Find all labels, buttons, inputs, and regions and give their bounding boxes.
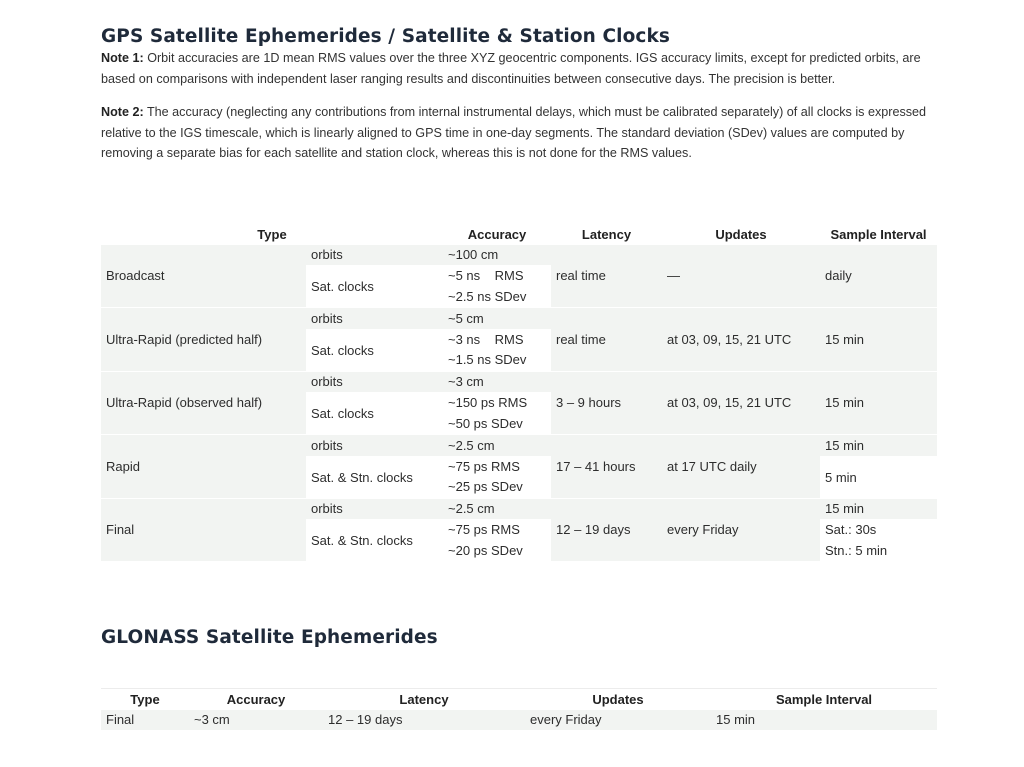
gps-products-table [101, 224, 937, 562]
table-row [101, 498, 937, 520]
header-latency: Latency [323, 689, 525, 710]
glonass-title: GLONASS Satellite Ephemerides [101, 627, 438, 648]
accuracy-line: ~25 ps SDev [448, 479, 523, 494]
accuracy-line: ~2.5 ns SDev [448, 288, 527, 304]
accuracy-line: ~75 ps RMS [448, 522, 520, 537]
accuracy-cell: ~3 cm [189, 710, 323, 731]
accuracy-cell: ~5 cm [443, 308, 551, 330]
latency-cell: 3 – 9 hours [551, 371, 662, 435]
accuracy-line: ~1.5 ns SDev [448, 352, 527, 367]
header-accuracy: Accuracy [443, 224, 551, 245]
note-2-label: Note 2: [101, 105, 144, 119]
updates-cell: — [662, 245, 820, 308]
product-cell: Sat. & Stn. clocks [306, 456, 443, 498]
note-1-label: Note 1: [101, 51, 144, 65]
accuracy-line: ~3 ns RMS [448, 331, 524, 347]
updates-cell: at 03, 09, 15, 21 UTC [662, 308, 820, 372]
table-header-row [101, 224, 937, 245]
interval-cell [820, 520, 937, 562]
accuracy-cell [443, 456, 551, 498]
accuracy-cell: ~3 cm [443, 371, 551, 393]
interval-cell: 15 min [820, 371, 937, 435]
updates-cell: at 17 UTC daily [662, 435, 820, 499]
accuracy-line: ~150 ps RMS [448, 395, 528, 410]
table-row [101, 308, 937, 330]
type-cell: Ultra-Rapid (predicted half) [101, 308, 306, 372]
header-updates: Updates [662, 224, 820, 245]
table-header-row [101, 689, 937, 710]
interval-cell: 15 min [820, 308, 937, 372]
interval-cell: 15 min [820, 435, 937, 457]
note-2-text: The accuracy (neglecting any contributions from internal instrumental delays, which must be calibrated separately) of all clocks is expressed relative to the IGS timescale, which is linearly aligned to GPS time in one-day segments. The standard deviation (SDev) values are computed by removing a separate bias for each satellite and station clock, whereas this is not done for the RMS values. [101, 105, 927, 160]
note-2 [101, 102, 937, 164]
accuracy-cell: ~100 cm [443, 245, 551, 266]
accuracy-cell: ~2.5 cm [443, 435, 551, 457]
accuracy-line: ~20 ps SDev [448, 542, 523, 558]
header-updates: Updates [525, 689, 711, 710]
updates-cell: every Friday [662, 498, 820, 562]
header-sample-interval: Sample Interval [711, 689, 937, 710]
product-cell: orbits [306, 435, 443, 457]
interval-cell: 15 min [820, 498, 937, 520]
updates-cell: at 03, 09, 15, 21 UTC [662, 371, 820, 435]
product-cell: Sat. clocks [306, 329, 443, 371]
latency-cell: 12 – 19 days [551, 498, 662, 562]
updates-cell: every Friday [525, 710, 711, 731]
accuracy-cell [443, 393, 551, 435]
interval-line: Sat.: 30s [825, 522, 877, 537]
product-cell: Sat. & Stn. clocks [306, 520, 443, 562]
accuracy-line: ~50 ps SDev [448, 415, 523, 431]
gps-title: GPS Satellite Ephemerides / Satellite & Station Clocks [101, 26, 670, 47]
header-accuracy: Accuracy [189, 689, 323, 710]
table-row [101, 435, 937, 457]
interval-cell: daily [820, 245, 937, 308]
latency-cell: 17 – 41 hours [551, 435, 662, 499]
note-1-text: Orbit accuracies are 1D mean RMS values over the three XYZ geocentric components. IGS accuracy limits, except for predicted orbits, are based on comparisons with independent laser ranging results and discontinuities between consecutive days. The precision is better. [101, 51, 921, 86]
type-cell: Rapid [101, 435, 306, 499]
accuracy-cell [443, 266, 551, 308]
gps-section [101, 26, 937, 164]
product-cell: Sat. clocks [306, 393, 443, 435]
product-cell: orbits [306, 245, 443, 266]
header-latency: Latency [551, 224, 662, 245]
accuracy-cell [443, 329, 551, 371]
table-row [101, 710, 937, 731]
type-cell: Broadcast [101, 245, 306, 308]
type-cell: Final [101, 498, 306, 562]
glonass-products-table [101, 688, 937, 730]
latency-cell: 12 – 19 days [323, 710, 525, 731]
header-sample-interval: Sample Interval [820, 224, 937, 245]
product-cell: orbits [306, 371, 443, 393]
type-cell: Final [101, 710, 189, 731]
product-cell: Sat. clocks [306, 266, 443, 308]
type-cell: Ultra-Rapid (observed half) [101, 371, 306, 435]
product-cell: orbits [306, 498, 443, 520]
header-type: Type [101, 224, 443, 245]
header-type: Type [101, 689, 189, 710]
accuracy-cell [443, 520, 551, 562]
accuracy-cell: ~2.5 cm [443, 498, 551, 520]
accuracy-line: ~5 ns RMS [448, 268, 524, 283]
latency-cell: real time [551, 308, 662, 372]
interval-cell: 5 min [820, 456, 937, 498]
accuracy-line: ~75 ps RMS [448, 458, 520, 474]
interval-line: Stn.: 5 min [825, 542, 888, 558]
table-row [101, 245, 937, 266]
product-cell: orbits [306, 308, 443, 330]
latency-cell: real time [551, 245, 662, 308]
note-1 [101, 48, 937, 89]
interval-cell: 15 min [711, 710, 937, 731]
table-row [101, 371, 937, 393]
